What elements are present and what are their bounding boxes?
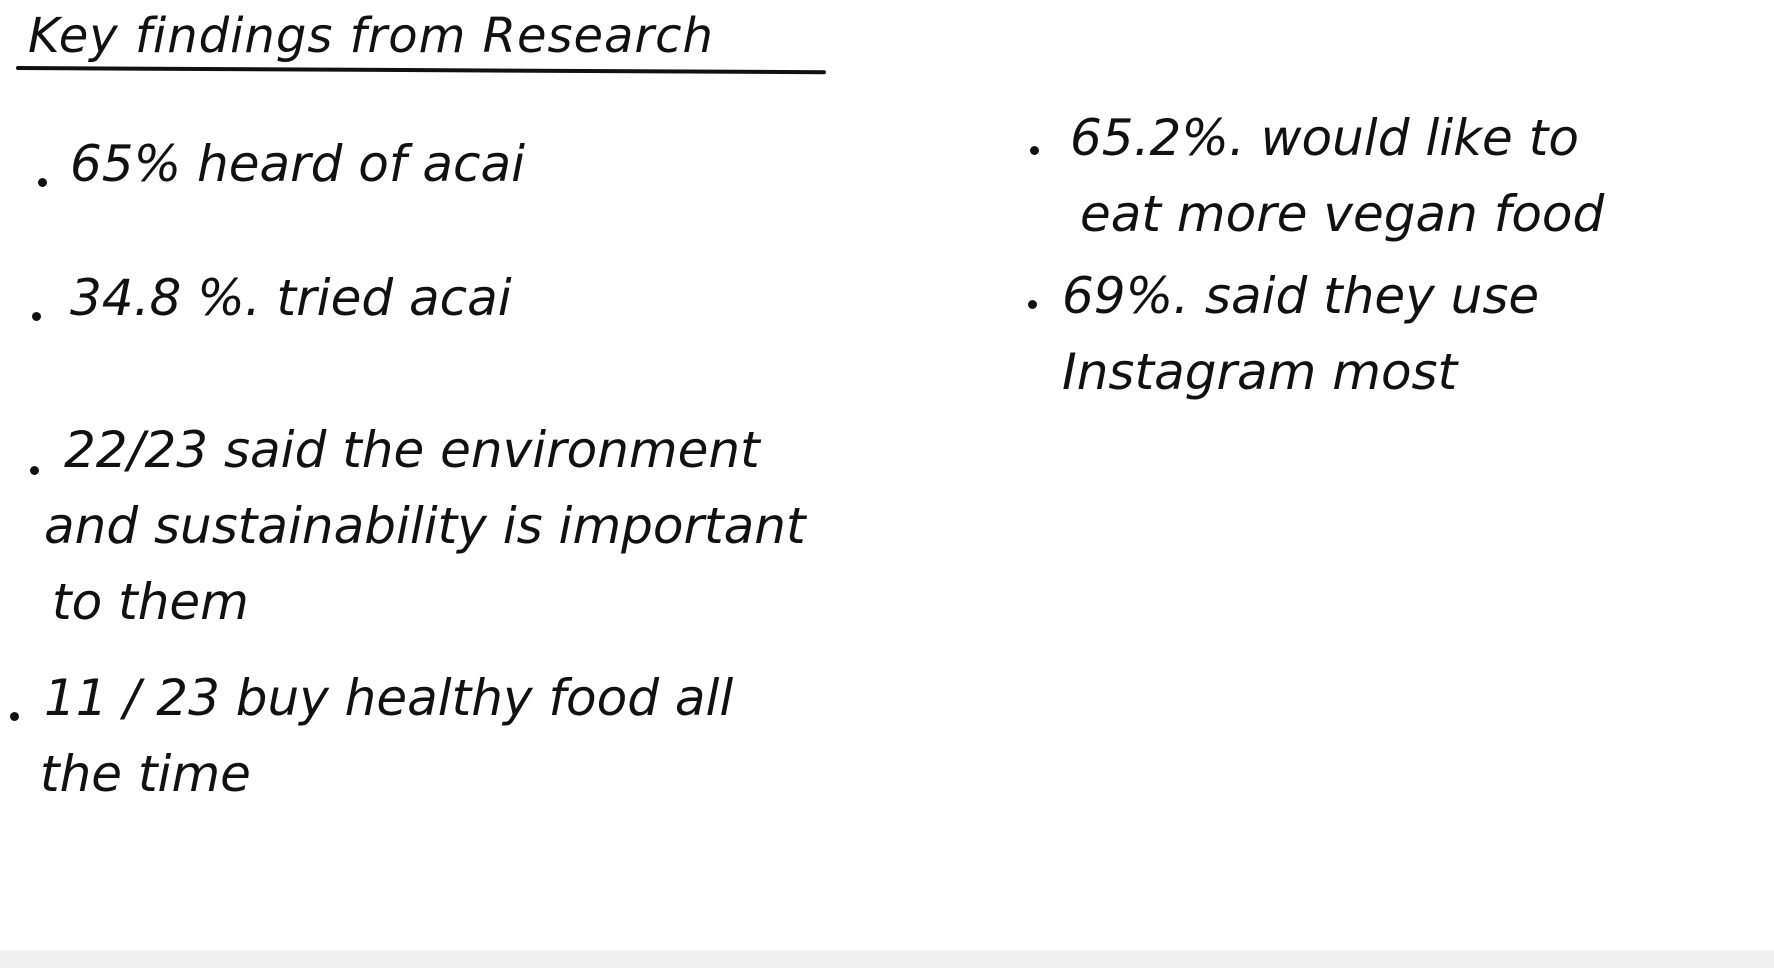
finding-line: to them [52, 573, 249, 631]
bullet-point [10, 712, 19, 721]
title-underline [16, 66, 826, 74]
finding-instagram-use [1062, 258, 1539, 410]
finding-heard-of-acai [70, 126, 525, 202]
finding-line: 22/23 said the environment [64, 421, 760, 479]
bullet-point [30, 466, 39, 475]
finding-tried-acai [70, 260, 512, 336]
finding-line: 34.8 %. tried acai [70, 269, 512, 327]
bullet-point [1028, 300, 1037, 309]
finding-line: 11 / 23 buy healthy food all [44, 669, 734, 727]
finding-line: and sustainability is important [44, 497, 806, 555]
finding-line: Instagram most [1062, 343, 1458, 401]
page-bottom-margin [0, 950, 1774, 968]
finding-buy-healthy-food [40, 660, 734, 812]
finding-line: 65% heard of acai [70, 135, 526, 193]
finding-line: the time [40, 745, 251, 803]
finding-line: 69%. said they use [1062, 267, 1540, 325]
finding-line: eat more vegan food [1080, 185, 1605, 243]
bullet-point [32, 312, 41, 321]
finding-environment-sustainability [44, 412, 806, 640]
finding-line: 65.2%. would like to [1070, 109, 1579, 167]
finding-vegan-food [1070, 100, 1604, 252]
bullet-point [38, 178, 47, 187]
page-title: Key findings from Research [28, 8, 714, 64]
bullet-point [1030, 146, 1039, 155]
